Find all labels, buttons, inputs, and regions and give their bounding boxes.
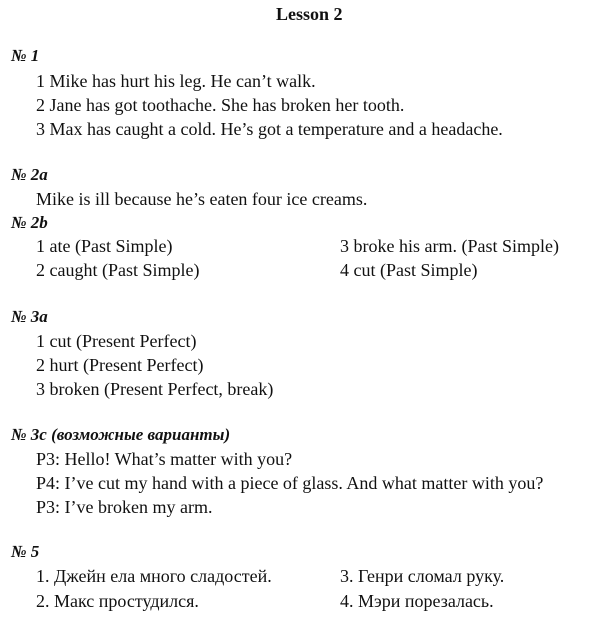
section-3a-heading: № 3a: [11, 307, 48, 326]
section-5-heading: № 5: [11, 542, 40, 561]
section-5-left-1: 1. Джейн ела много сладостей.: [36, 566, 272, 586]
section-5-left-2: 2. Макс простудился.: [36, 591, 199, 611]
section-2a-heading: № 2a: [11, 165, 48, 184]
section-3c-line-1: P3: Hello! What’s matter with you?: [36, 449, 293, 469]
section-3a-line-3: 3 broken (Present Perfect, break): [36, 379, 274, 399]
section-1-line-2: 2 Jane has got toothache. She has broken her tooth.: [36, 95, 405, 115]
section-2b-right-2: 4 cut (Past Simple): [340, 260, 478, 280]
section-3c-heading: № 3c (возможные варианты): [11, 425, 231, 444]
section-5-right-2: 4. Мэри порезалась.: [340, 591, 494, 611]
section-1-heading: № 1: [11, 46, 40, 65]
section-2b-left-1: 1 ate (Past Simple): [36, 236, 173, 256]
section-3c-line-2: P4: I’ve cut my hand with a piece of glass. And what matter with you?: [36, 473, 544, 493]
section-3a-line-2: 2 hurt (Present Perfect): [36, 355, 204, 375]
section-2b-right-1: 3 broke his arm. (Past Simple): [340, 236, 559, 256]
section-2a-line-1: Mike is ill because he’s eaten four ice creams.: [36, 189, 368, 209]
section-3c-line-3: P3: I’ve broken my arm.: [36, 497, 213, 517]
section-1-line-1: 1 Mike has hurt his leg. He can’t walk.: [36, 71, 316, 91]
section-1-line-3: 3 Max has caught a cold. He’s got a temperature and a headache.: [36, 119, 503, 139]
section-2b-heading: № 2b: [11, 213, 48, 232]
section-5-right-1: 3. Генри сломал руку.: [340, 566, 505, 586]
section-2b-left-2: 2 caught (Past Simple): [36, 260, 200, 280]
section-3a-line-1: 1 cut (Present Perfect): [36, 331, 197, 351]
page-title: Lesson 2: [276, 4, 343, 24]
